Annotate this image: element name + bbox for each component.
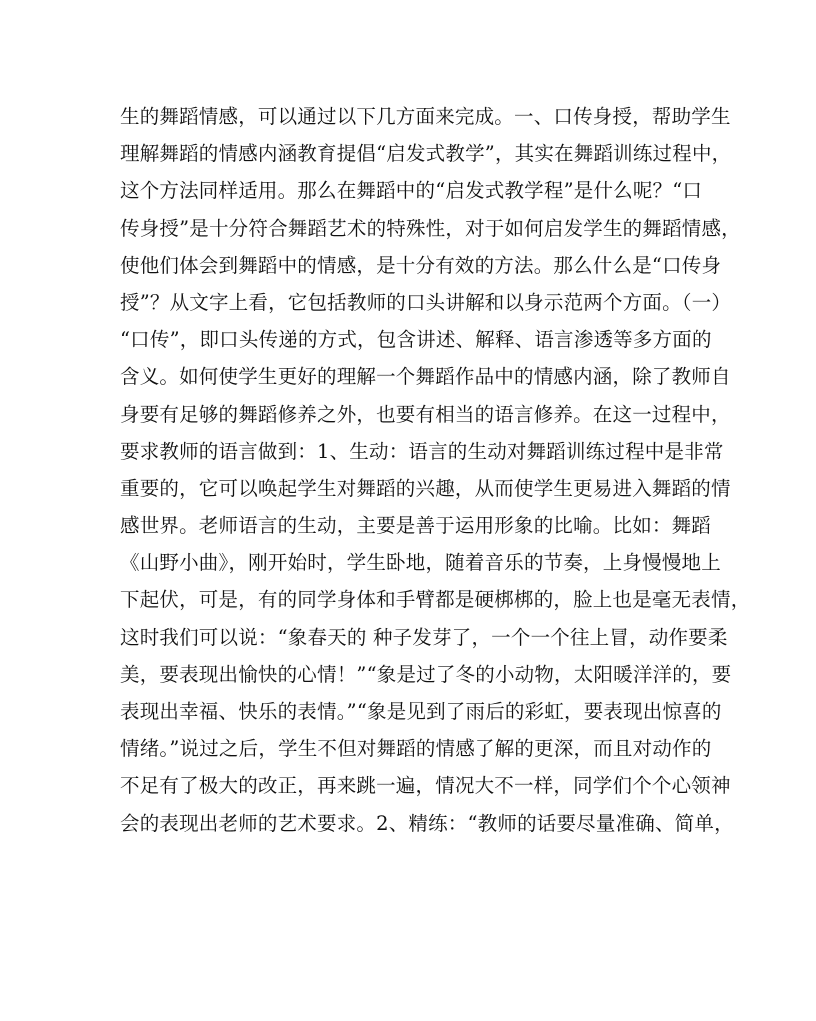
text-line: 授”？从文字上看，它包括教师的口头讲解和以身示范两个方面。（一） <box>120 290 732 314</box>
text-line: 理解舞蹈的情感内涵教育提倡“启发式教学”，其实在舞蹈训练过程中， <box>120 142 732 166</box>
text-line: 这时我们可以说：“象春天的 种子发芽了，一个一个往上冒，动作要柔 <box>120 625 728 649</box>
text-line: 使他们体会到舞蹈中的情感，是十分有效的方法。那么什么是“口传身 <box>120 253 722 277</box>
text-line: 重要的，它可以唤起学生对舞蹈的兴趣，从而使学生更易进入舞蹈的情 <box>120 476 731 500</box>
text-line: 下起伏，可是，有的同学身体和手臂都是硬梆梆的，脸上也是毫无表情， <box>120 588 751 612</box>
text-line: 生的舞蹈情感，可以通过以下几方面来完成。一、口传身授，帮助学生 <box>120 105 731 128</box>
text-line: 要求教师的语言做到：1、生动：语言的生动对舞蹈训练过程中是非常 <box>120 439 724 463</box>
text-line: 会的表现出老师的艺术要求。2、精练：“教师的话要尽量准确、简单， <box>120 811 734 835</box>
text-line: 情绪。”说过之后，学生不但对舞蹈的情感了解的更深，而且对动作的 <box>120 737 712 761</box>
text-line: 这个方法同样适用。那么在舞蹈中的“启发式教学程”是什么呢？“口 <box>120 179 703 203</box>
text-line: 不足有了极大的改正，再来跳一遍，情况大不一样，同学们个个心领神 <box>120 774 731 798</box>
text-line: 感世界。老师语言的生动，主要是善于运用形象的比喻。比如：舞蹈 <box>120 514 712 538</box>
text-line: 身要有足够的舞蹈修养之外，也要有相当的语言修养。在这一过程中， <box>120 402 731 426</box>
text-line: 《山野小曲》，刚开始时，学生卧地，随着音乐的节奏，上身慢慢地上 <box>120 551 721 575</box>
text-line: 表现出幸福、快乐的表情。”“象是见到了雨后的彩虹，要表现出惊喜的 <box>120 700 722 723</box>
text-line: “口传”，即口头传递的方式，包含讲述、解释、语言渗透等多方面的 <box>120 328 712 352</box>
body-paragraph <box>120 103 751 847</box>
text-line: 传身授”是十分符合舞蹈艺术的特殊性，对于如何启发学生的舞蹈情感， <box>120 216 741 240</box>
text-line: 美，要表现出愉快的心情！”“象是过了冬的小动物，太阳暖洋洋的，要 <box>120 662 732 686</box>
text-line: 含义。如何使学生更好的理解一个舞蹈作品中的情感内涵，除了教师自 <box>120 365 731 389</box>
